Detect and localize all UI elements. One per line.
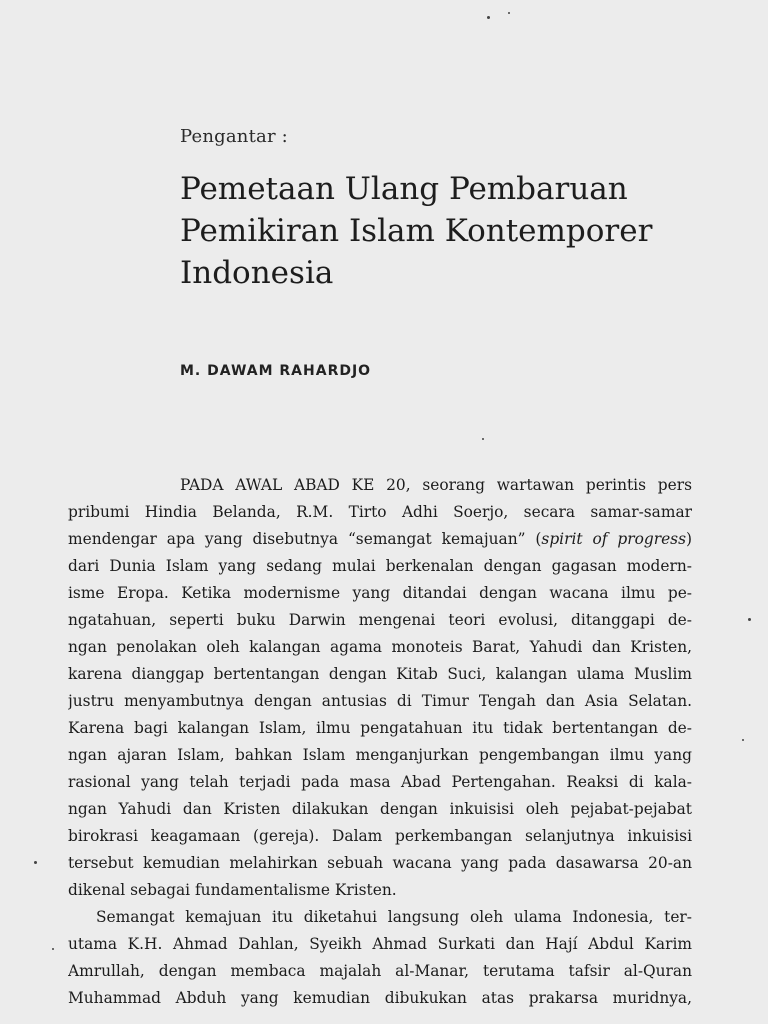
chapter-title	[180, 168, 700, 294]
title-line: Pemikiran Islam Kontemporer	[180, 213, 653, 249]
text-fragment: mendengar apa yang disebutnya “semangat kemajuan” (	[68, 530, 542, 548]
title-line: Pemetaan Ulang Pembaruan	[180, 171, 628, 207]
text-line: Muhammad Abduh yang kemudian dibukukan atas prakarsa muridnya,	[68, 989, 692, 1007]
text-line: pribumi Hindia Belanda, R.M. Tirto Adhi Soerjo, secara samar-samar	[68, 503, 692, 521]
scan-speck	[34, 861, 37, 864]
author-name: M. DAWAM RAHARDJO	[180, 363, 372, 379]
text-line: isme Eropa. Ketika modernisme yang ditandai dengan wacana ilmu pe-	[68, 584, 692, 602]
scan-speck	[742, 739, 744, 741]
text-line: ngatahuan, seperti buku Darwin mengenai teori evolusi, ditanggapi de-	[68, 611, 692, 629]
italic-phrase: spirit of progress	[541, 530, 686, 548]
body-text	[68, 472, 692, 1012]
text-line: rasional yang telah terjadi pada masa Abad Pertengahan. Reaksi di kala-	[68, 773, 692, 791]
text-line: ngan ajaran Islam, bahkan Islam menganjurkan pengembangan ilmu yang	[68, 746, 692, 764]
text-line: ngan penolakan oleh kalangan agama monoteis Barat, Yahudi dan Kristen,	[68, 638, 692, 656]
text-line: PADA AWAL ABAD KE 20, seorang wartawan perintis pers	[180, 476, 692, 494]
text-line: utama K.H. Ahmad Dahlan, Syeikh Ahmad Surkati dan Hají Abdul Karim	[68, 935, 692, 953]
scan-speck	[508, 12, 510, 14]
scan-speck	[52, 948, 54, 950]
section-label: Pengantar :	[180, 126, 288, 147]
scan-speck	[748, 618, 751, 621]
text-line-with-italic	[68, 526, 692, 553]
text-line: ngan Yahudi dan Kristen dilakukan dengan inkuisisi oleh pejabat-pejabat	[68, 800, 692, 818]
text-fragment: )	[685, 530, 692, 548]
text-line: Semangat kemajuan itu diketahui langsung oleh ulama Indonesia, ter-	[96, 908, 692, 926]
text-line: dari Dunia Islam yang sedang mulai berkenalan dengan gagasan modern-	[68, 557, 692, 575]
scan-speck	[487, 16, 490, 19]
text-line: birokrasi keagamaan (gereja). Dalam perkembangan selanjutnya inkuisisi	[68, 827, 692, 845]
text-line: justru menyambutnya dengan antusias di Timur Tengah dan Asia Selatan.	[68, 692, 692, 710]
title-line: Indonesia	[180, 255, 334, 291]
text-line: karena dianggap bertentangan dengan Kitab Suci, kalangan ulama Muslim	[68, 665, 692, 683]
text-line: dikenal sebagai fundamentalisme Kristen.	[68, 881, 397, 899]
scan-speck	[482, 438, 484, 440]
text-line: Amrullah, dengan membaca majalah al-Manar, terutama tafsir al-Quran	[68, 962, 692, 980]
text-line: tersebut kemudian melahirkan sebuah wacana yang pada dasawarsa 20-an	[68, 854, 692, 872]
text-line: Karena bagi kalangan Islam, ilmu pengatahuan itu tidak bertentangan de-	[68, 719, 692, 737]
